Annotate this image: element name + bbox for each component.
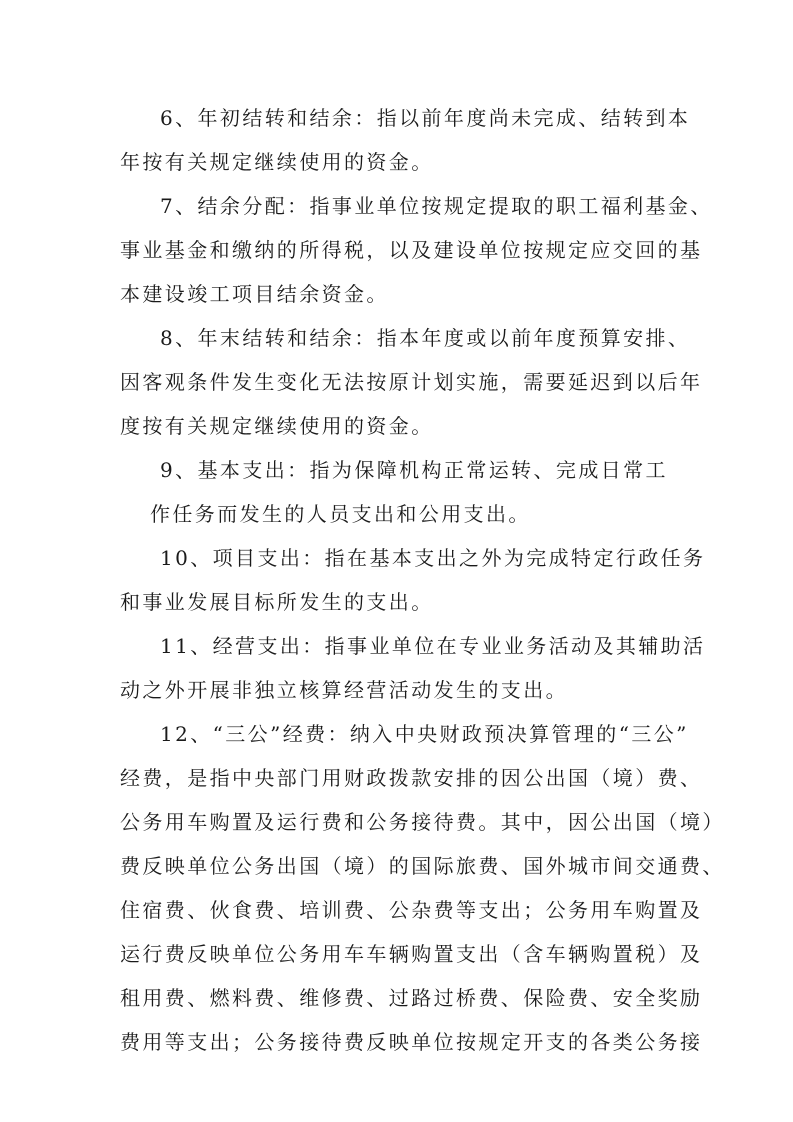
text-line: 租用费、燃料费、维修费、过路过桥费、保险费、安全奖励 xyxy=(120,986,703,1010)
text-line: 10、项目支出：指在基本支出之外为完成特定行政任务 xyxy=(160,546,706,570)
text-line: 和事业发展目标所发生的支出。 xyxy=(120,590,434,614)
text-line: 9、基本支出：指为保障机构正常运转、完成日常工 xyxy=(160,458,668,482)
text-line: 费反映单位公务出国（境）的国际旅费、国外城市间交通费、 xyxy=(120,854,725,878)
text-line: 费用等支出；公务接待费反映单位按规定开支的各类公务接 xyxy=(120,1030,703,1054)
text-line: 事业基金和缴纳的所得税，以及建设单位按规定应交回的基 xyxy=(120,238,703,262)
text-line: 8、年末结转和结余：指本年度或以前年度预算安排、 xyxy=(160,326,691,350)
text-line: 度按有关规定继续使用的资金。 xyxy=(120,414,434,438)
text-line: 经费，是指中央部门用财政拨款安排的因公出国（境）费、 xyxy=(120,766,703,790)
text-line: 11、经营支出：指事业单位在专业业务活动及其辅助活 xyxy=(160,634,706,658)
text-line: 7、结余分配：指事业单位按规定提取的职工福利基金、 xyxy=(160,194,713,218)
text-line: 6、年初结转和结余：指以前年度尚未完成、结转到本 xyxy=(160,106,691,130)
text-line: 公务用车购置及运行费和公务接待费。其中，因公出国（境） xyxy=(120,810,725,834)
text-line: 12、“三公”经费：纳入中央财政预决算管理的“三公” xyxy=(160,722,689,746)
text-line: 年按有关规定继续使用的资金。 xyxy=(120,150,434,174)
text-line: 作任务而发生的人员支出和公用支出。 xyxy=(150,502,531,526)
text-line: 住宿费、伙食费、培训费、公杂费等支出；公务用车购置及 xyxy=(120,898,703,922)
text-line: 运行费反映单位公务用车车辆购置支出（含车辆购置税）及 xyxy=(120,942,703,966)
text-line: 本建设竣工项目结余资金。 xyxy=(120,282,389,306)
text-line: 动之外开展非独立核算经营活动发生的支出。 xyxy=(120,678,568,702)
text-line: 因客观条件发生变化无法按原计划实施，需要延迟到以后年 xyxy=(120,370,703,394)
